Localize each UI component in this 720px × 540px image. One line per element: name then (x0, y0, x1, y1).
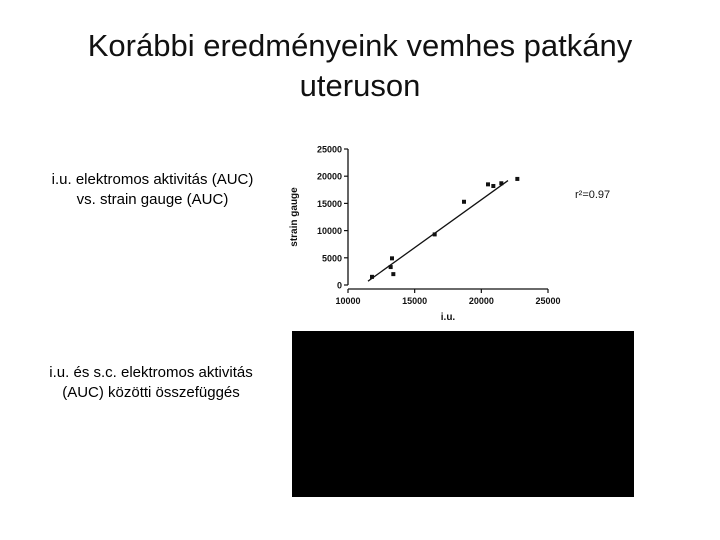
y-tick-label: 10000 (316, 226, 342, 237)
data-point (515, 177, 519, 181)
x-tick-label: 25000 (535, 296, 561, 306)
caption-strain-gauge-line2: vs. strain gauge (AUC) (76, 191, 229, 208)
y-tick-label: 0 (336, 280, 342, 291)
data-point (389, 265, 393, 269)
data-point (391, 272, 395, 276)
data-point (486, 182, 490, 186)
slide-title-line2: uteruson (299, 68, 421, 103)
y-axis-ticks (317, 145, 348, 291)
data-point (491, 184, 495, 188)
data-point (462, 200, 466, 204)
y-tick-label: 25000 (316, 144, 342, 155)
y-axis-label: strain gauge (289, 187, 300, 247)
black-image-panel (292, 331, 634, 497)
x-axis-label: i.u. (440, 312, 456, 323)
caption-iu-sc-line2: (AUC) közötti összefüggés (62, 384, 240, 401)
slide-title (40, 26, 680, 106)
caption-strain-gauge (20, 170, 285, 210)
x-axis-ticks (335, 289, 560, 306)
x-tick-label: 10000 (335, 296, 361, 306)
chart-axes (348, 149, 548, 289)
data-point (390, 256, 394, 260)
caption-iu-sc-line1: i.u. és s.c. elektromos aktivitás (49, 364, 253, 381)
data-point (499, 181, 503, 185)
y-tick-label: 15000 (316, 198, 342, 209)
data-point (370, 275, 374, 279)
caption-strain-gauge-line1: i.u. elektromos aktivitás (AUC) (51, 171, 254, 188)
y-tick-label: 5000 (321, 253, 342, 264)
y-tick-label: 20000 (316, 171, 342, 182)
caption-iu-sc-correlation (10, 363, 292, 403)
slide-title-line1: Korábbi eredményeink vemhes patkány (87, 28, 633, 63)
x-tick-label: 15000 (402, 296, 428, 306)
x-tick-label: 20000 (468, 296, 494, 306)
scatter-chart (285, 138, 630, 323)
r-squared-annotation: r²=0.97 (575, 189, 611, 201)
data-point (433, 232, 437, 236)
